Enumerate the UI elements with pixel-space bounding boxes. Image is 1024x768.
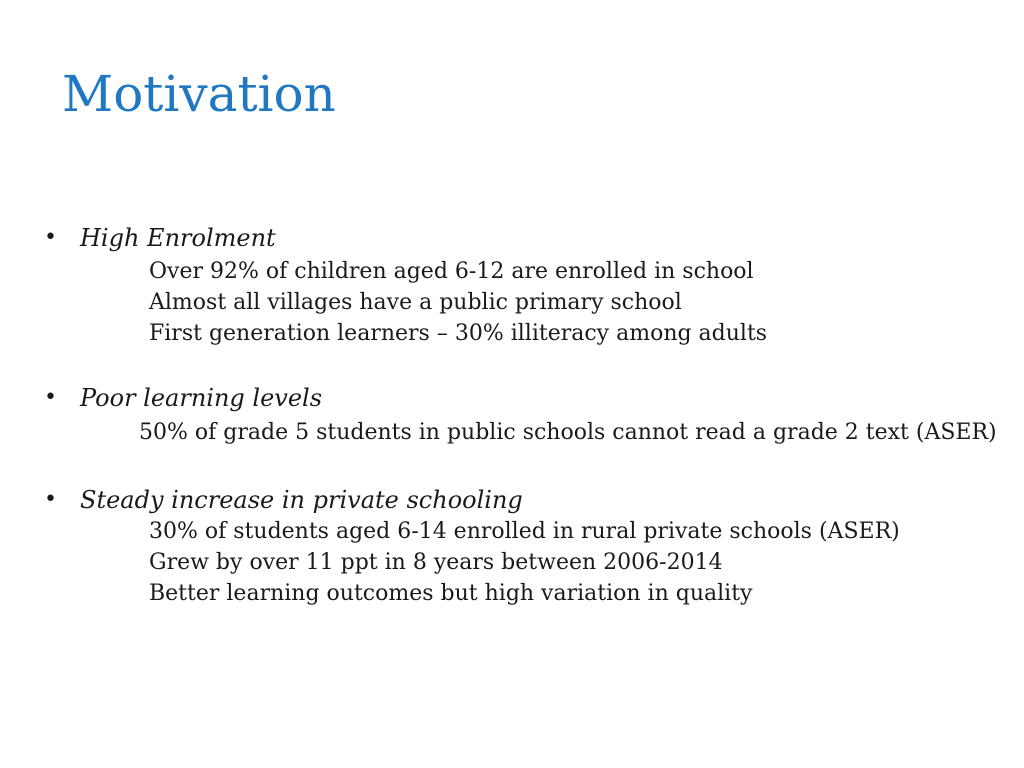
bullet-detail-line: 30% of students aged 6-14 enrolled in rural private schools (ASER)	[149, 519, 900, 544]
bullet-marker: •	[44, 487, 57, 512]
bullet-detail-line: Almost all villages have a public primary school	[149, 290, 682, 315]
bullet-heading: Poor learning levels	[80, 384, 323, 412]
slide-title: Motivation	[62, 65, 336, 123]
bullet-marker: •	[44, 385, 57, 410]
bullet-detail-line: Over 92% of children aged 6-12 are enrolled in school	[149, 259, 754, 284]
bullet-heading: High Enrolment	[80, 224, 276, 252]
bullet-marker: •	[44, 225, 57, 250]
bullet-detail-line: First generation learners – 30% illiteracy among adults	[149, 321, 768, 346]
bullet-detail-line: Better learning outcomes but high variation in quality	[149, 581, 753, 606]
bullet-heading: Steady increase in private schooling	[80, 486, 523, 514]
bullet-detail-line: 50% of grade 5 students in public schools cannot read a grade 2 text (ASER)	[139, 420, 997, 445]
bullet-detail-line: Grew by over 11 ppt in 8 years between 2006-2014	[149, 550, 723, 575]
